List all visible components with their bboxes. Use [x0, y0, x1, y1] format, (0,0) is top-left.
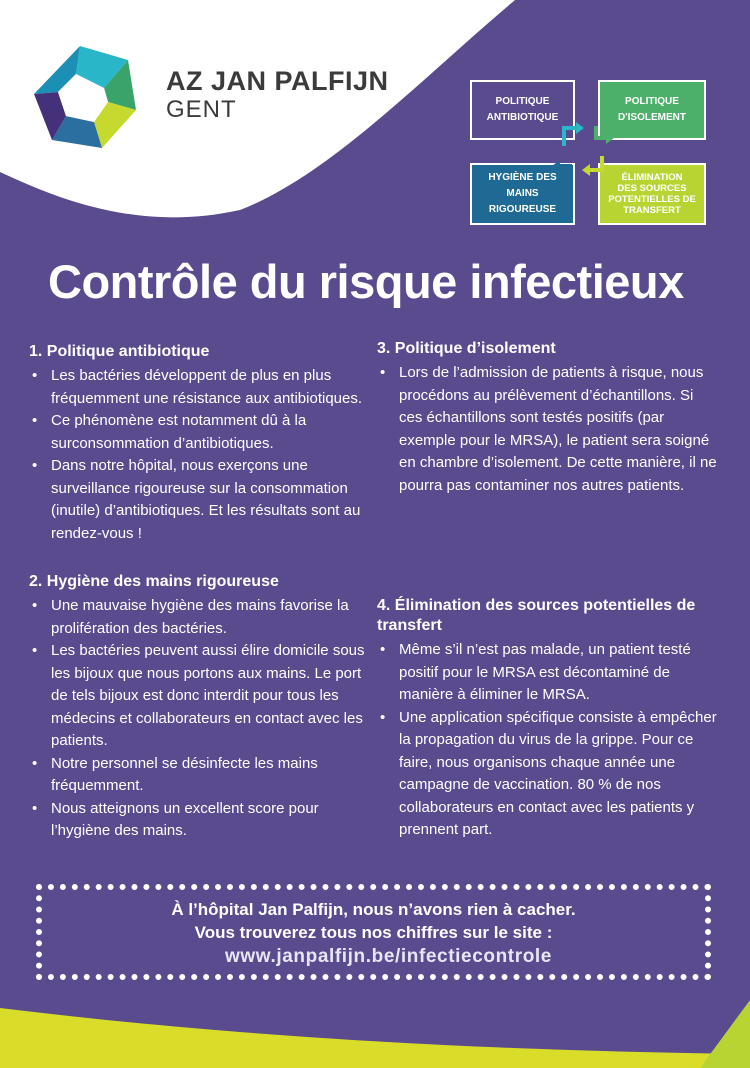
list-item: • Lors de l’admission de patients à risque, nous procédons au prélèvement d’échantillons. Si ces échantillons sont testés positifs (par exemple pour le MRSA), le patient sera soigné en chambre d’isolement. De cette manière, il ne pourra pas contaminer nos autres patients.	[377, 362, 717, 497]
list-item: • Nous atteignons un excellent score pour l’hygiène des mains.	[29, 798, 374, 843]
bullet-list	[29, 595, 374, 843]
diagram-box-isolation-line-1: POLITIQUE	[625, 96, 679, 107]
list-item: • Une application spécifique consiste à empêcher la propagation du virus de la grippe. Pour ce faire, nous organisons chaque année une campagne de vaccination. 80 % de nos collaborateurs en contact avec les patients y prennent part.	[377, 707, 717, 842]
list-item: • Une mauvaise hygiène des mains favorise la prolifération des bactéries.	[29, 595, 374, 640]
section-heading: 4. Élimination des sources potentielles de transfert	[377, 597, 696, 634]
diagram-box-hygiene-line-2: RIGOUREUSE	[488, 204, 557, 215]
section-isolation-policy	[377, 338, 717, 497]
section-heading: 2. Hygiène des mains rigoureuse	[29, 573, 279, 590]
diagram-box-antibiotic-line-1: POLITIQUE	[495, 96, 550, 107]
brand-name: AZ JAN PALFIJN	[166, 66, 389, 96]
diagram-box-elimination-line-3: POTENTIELLES DE	[608, 194, 696, 205]
section-heading: 3. Politique d’isolement	[377, 340, 556, 357]
footer-line-2: Vous trouverez tous nos chiffres sur le site :	[194, 923, 553, 942]
list-item: • Les bactéries développent de plus en plus fréquemment une résistance aux antibiotiques.	[29, 365, 374, 410]
list-item: • Ce phénomène est notamment dû à la surconsommation d’antibiotiques.	[29, 410, 374, 455]
diagram-box-antibiotic-line-2: ANTIBIOTIQUE	[486, 112, 559, 123]
diagram-box-isolation-line-2: D'ISOLEMENT	[618, 112, 686, 123]
footer-line-1: À l’hôpital Jan Palfijn, nous n’avons rien à cacher.	[171, 900, 576, 919]
section-heading: 1. Politique antibiotique	[29, 343, 210, 360]
footer	[36, 898, 711, 970]
diagram-box-elimination-line-2: DES SOURCES	[617, 183, 687, 194]
hospital-logo	[32, 44, 138, 154]
bullet-list	[29, 365, 374, 545]
cycle-arrows-icon	[548, 118, 618, 188]
brand	[166, 66, 389, 124]
footer-website-link[interactable]: www.janpalfijn.be/infectiecontrole	[225, 946, 552, 967]
bullet-list	[377, 639, 717, 842]
diagram-box-elimination-line-4: TRANSFERT	[623, 205, 681, 216]
list-item: • Les bactéries peuvent aussi élire domicile sous les bijoux que nous portons aux mains. Le port de tels bijoux est donc interdit pour tous les médecins et collaborateurs en contact avec les patients.	[29, 640, 374, 753]
list-item: • Même s’il n’est pas malade, un patient testé positif pour le MRSA est décontaminé de manière à éliminer le MRSA.	[377, 639, 717, 707]
section-antibiotic-policy	[29, 341, 374, 545]
diagram-box-elimination-line-1: ÉLIMINATION	[621, 172, 683, 183]
diagram-box-hygiene-line-1: HYGIÈNE DES MAINS	[488, 172, 557, 199]
list-item: • Dans notre hôpital, nous exerçons une surveillance rigoureuse sur la consommation (inutile) d’antibiotiques. Et les résultats sont au rendez-vous !	[29, 455, 374, 545]
section-hand-hygiene	[29, 571, 374, 843]
list-item: • Notre personnel se désinfecte les mains fréquemment.	[29, 753, 374, 798]
section-source-elimination	[377, 596, 717, 842]
bullet-list	[377, 362, 717, 497]
page-title: Contrôle du risque infectieux	[48, 255, 684, 308]
brand-city: GENT	[166, 96, 237, 123]
